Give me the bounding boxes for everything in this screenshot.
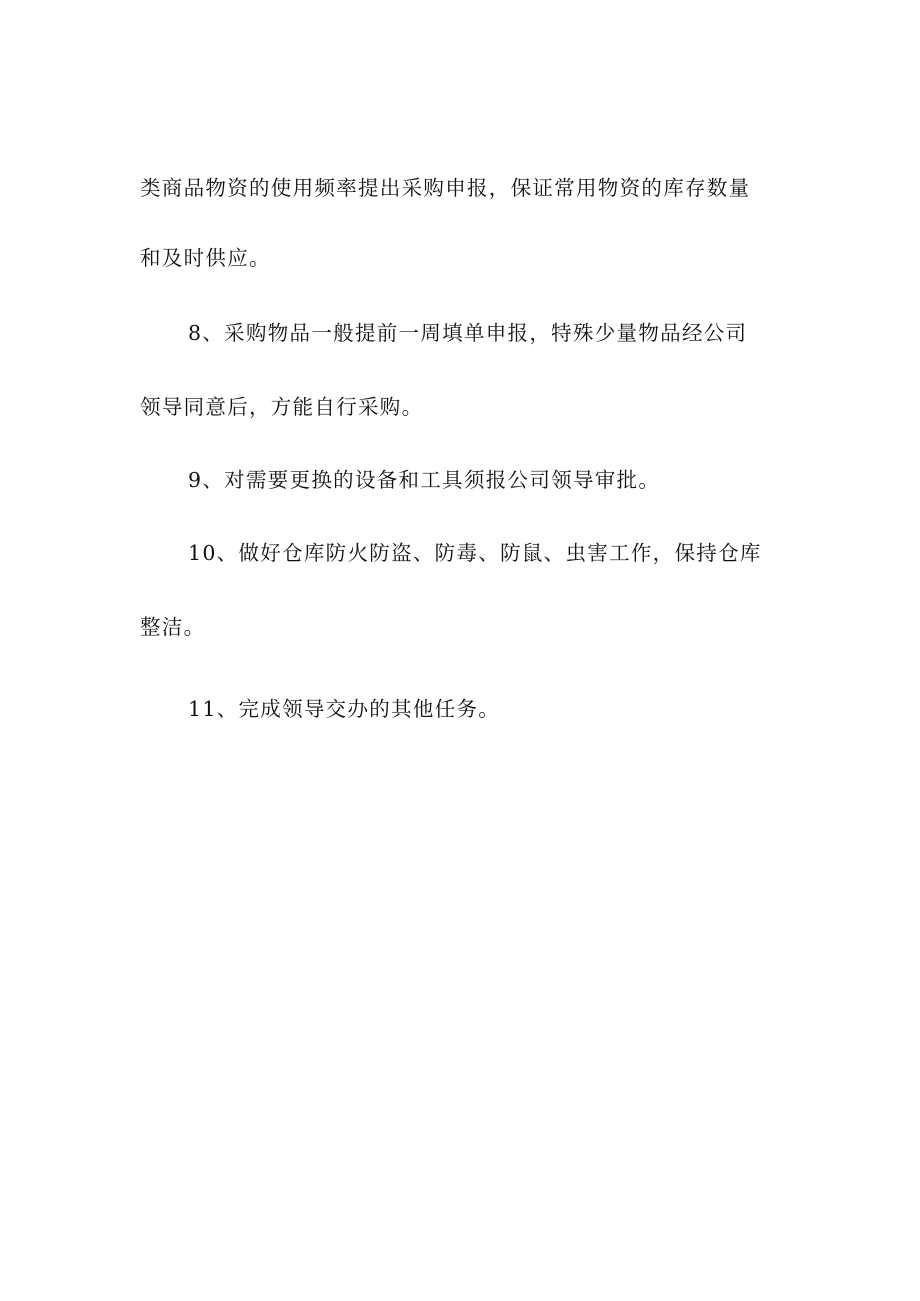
item-10-line-2: 整洁。 <box>140 615 206 639</box>
item-9: 9、对需要更换的设备和工具须报公司领导审批。 <box>188 468 661 492</box>
text-line-2: 和及时供应。 <box>140 246 271 270</box>
item-11: 11、完成领导交办的其他任务。 <box>188 697 501 721</box>
text-line-1: 类商品物资的使用频率提出采购申报，保证常用物资的库存数量 <box>140 176 751 200</box>
item-8-line-2: 领导同意后，方能自行采购。 <box>140 395 424 419</box>
item-10-line-1: 10、做好仓库防火防盗、防毒、防鼠、虫害工作，保持仓库 <box>188 541 762 565</box>
item-8-line-1: 8、采购物品一般提前一周填单申报，特殊少量物品经公司 <box>188 321 748 345</box>
